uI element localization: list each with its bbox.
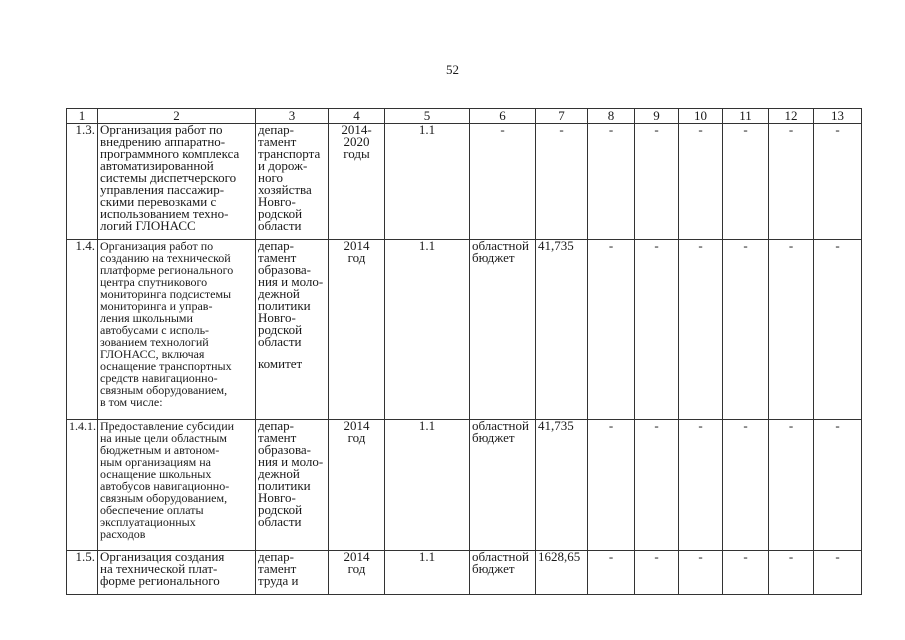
executor-line: области	[258, 218, 302, 233]
column-number: 10	[679, 109, 723, 124]
amount-cell-13: -	[814, 551, 862, 595]
program-table	[66, 108, 862, 595]
column-number: 12	[769, 109, 814, 124]
funding-source-cell	[470, 240, 536, 420]
amount-cell-7: 41,735	[536, 420, 588, 551]
indicator-code-cell: 1.1	[385, 240, 470, 420]
table-row	[67, 124, 862, 240]
activity-name-line: Организация работ по	[100, 123, 223, 137]
executor-line: дежной	[258, 286, 300, 301]
amount-cell-10: -	[679, 240, 723, 420]
activity-name-line: созданию на технической	[100, 251, 231, 265]
row-number-cell: 1.4.	[67, 240, 98, 420]
activity-name-line: ления школьными	[100, 311, 193, 325]
amount-cell-7: 1628,65	[536, 551, 588, 595]
activity-name-line: ГЛОНАСС, включая	[100, 347, 205, 361]
period-line: 2014	[343, 419, 370, 433]
executor-line: депар-	[258, 550, 294, 564]
activity-name-cell	[98, 420, 256, 551]
table-row	[67, 240, 862, 420]
column-number: 13	[814, 109, 862, 124]
activity-name-line: логий ГЛОНАСС	[100, 218, 196, 233]
row-number-cell: 1.5.	[67, 551, 98, 595]
column-number: 5	[385, 109, 470, 124]
amount-cell-7: 41,735	[536, 240, 588, 420]
executor-line: Новго-	[258, 490, 296, 505]
funding-source-line: областной	[472, 550, 529, 564]
executor-line: родской	[258, 502, 303, 517]
activity-name-line: автоматизированной	[100, 158, 214, 173]
activity-name-line: зованием технологий	[100, 335, 209, 349]
amount-cell-12: -	[769, 240, 814, 420]
column-number: 8	[588, 109, 635, 124]
funding-source-line: областной	[472, 239, 529, 253]
amount-cell-8: -	[588, 420, 635, 551]
activity-name-line: форме регионального	[100, 573, 220, 588]
period-line: год	[347, 561, 366, 576]
activity-name-line: использованием техно-	[100, 206, 229, 221]
indicator-code-cell: 1.1	[385, 551, 470, 595]
funding-source-line: бюджет	[472, 561, 515, 576]
executor-line: тамент	[258, 561, 297, 576]
period-cell	[329, 124, 385, 240]
amount-cell-10: -	[679, 420, 723, 551]
period-line: 2014	[343, 550, 370, 564]
executor-cell	[256, 551, 329, 595]
period-cell	[329, 551, 385, 595]
amount-cell-8: -	[588, 124, 635, 240]
indicator-code-cell: 1.1	[385, 420, 470, 551]
activity-name-cell	[98, 551, 256, 595]
row-number-cell: 1.4.1.	[67, 420, 98, 551]
funding-source-cell	[470, 124, 536, 240]
executor-line: политики	[258, 298, 311, 313]
activity-name-line: в том числе:	[100, 395, 163, 409]
column-number: 6	[470, 109, 536, 124]
activity-name-line: Организация работ по	[100, 239, 214, 253]
executor-line: образова-	[258, 262, 312, 277]
activity-name-line: бюджетным и автоном-	[100, 443, 220, 457]
executor-line: Новго-	[258, 310, 296, 325]
funding-source-cell	[470, 551, 536, 595]
period-cell	[329, 240, 385, 420]
amount-cell-13: -	[814, 420, 862, 551]
funding-source-line: бюджет	[472, 430, 515, 445]
activity-name-cell	[98, 240, 256, 420]
executor-line: тамент	[258, 134, 297, 149]
activity-name-line: на технической плат-	[100, 561, 218, 576]
amount-cell-13: -	[814, 240, 862, 420]
amount-cell-12: -	[769, 124, 814, 240]
column-number: 4	[329, 109, 385, 124]
activity-name-line: связным оборудованием,	[100, 383, 228, 397]
executor-line: области	[258, 514, 302, 529]
amount-cell-11: -	[723, 124, 769, 240]
column-number: 2	[98, 109, 256, 124]
executor-line: образова-	[258, 442, 312, 457]
executor-line: родской	[258, 206, 303, 221]
indicator-code-cell: 1.1	[385, 124, 470, 240]
activity-name-line: оснащение транспортных	[100, 359, 232, 373]
activity-name-line: программного комплекса	[100, 146, 240, 161]
activity-name-cell	[98, 124, 256, 240]
activity-name-line: управления пассажир-	[100, 182, 225, 197]
executor-line: дежной	[258, 466, 300, 481]
amount-cell-12: -	[769, 551, 814, 595]
funding-source-line: -	[500, 123, 505, 137]
funding-source-line: областной	[472, 419, 529, 433]
activity-name-line: платформе регионального	[100, 263, 234, 277]
executor-line: тамент	[258, 250, 297, 265]
column-number: 9	[635, 109, 679, 124]
executor-line: депар-	[258, 419, 294, 433]
activity-name-line: автобусов навигационно-	[100, 479, 230, 493]
amount-cell-9: -	[635, 551, 679, 595]
activity-name-line: связным оборудованием,	[100, 491, 228, 505]
funding-source-cell	[470, 420, 536, 551]
amount-cell-13: -	[814, 124, 862, 240]
activity-name-line: эксплуатационных	[100, 515, 196, 529]
row-number-cell: 1.3.	[67, 124, 98, 240]
column-number: 3	[256, 109, 329, 124]
activity-name-line: Организация создания	[100, 550, 225, 564]
amount-cell-7: -	[536, 124, 588, 240]
executor-line: Новго-	[258, 194, 296, 209]
column-number: 1	[67, 109, 98, 124]
executor-cell	[256, 240, 329, 420]
activity-name-line: центра спутникового	[100, 275, 208, 289]
activity-name-line: мониторинга подсистемы	[100, 287, 232, 301]
funding-source-line: бюджет	[472, 250, 515, 265]
period-line: год	[347, 430, 366, 445]
amount-cell-9: -	[635, 420, 679, 551]
period-line: 2014-	[341, 123, 372, 137]
executor-line: транспорта	[258, 146, 321, 161]
period-line: год	[347, 250, 366, 265]
period-line: 2020	[343, 134, 370, 149]
column-number-row	[67, 109, 862, 124]
period-line: годы	[343, 146, 370, 161]
executor-line: труда и	[258, 573, 299, 588]
period-line: 2014	[343, 239, 370, 253]
amount-cell-11: -	[723, 551, 769, 595]
executor-cell	[256, 420, 329, 551]
amount-cell-10: -	[679, 551, 723, 595]
amount-cell-9: -	[635, 124, 679, 240]
executor-line: ного	[258, 170, 283, 185]
amount-cell-12: -	[769, 420, 814, 551]
executor-line: ния и моло-	[258, 454, 324, 469]
activity-name-line: внедрению аппаратно-	[100, 134, 226, 149]
activity-name-line: ным организациям на	[100, 455, 211, 469]
column-number: 7	[536, 109, 588, 124]
amount-cell-9: -	[635, 240, 679, 420]
amount-cell-10: -	[679, 124, 723, 240]
amount-cell-8: -	[588, 240, 635, 420]
activity-name-line: оснащение школьных	[100, 467, 212, 481]
executor-line: родской	[258, 322, 303, 337]
period-cell	[329, 420, 385, 551]
page-number: 52	[446, 62, 459, 77]
executor-extra-line: комитет	[258, 356, 303, 371]
activity-name-line: средств навигационно-	[100, 371, 218, 385]
activity-name-line: Предоставление субсидии	[100, 419, 235, 433]
executor-line: и дорож-	[258, 158, 308, 173]
executor-line: депар-	[258, 123, 294, 137]
activity-name-line: скими перевозками с	[100, 194, 217, 209]
activity-name-line: обеспечение оплаты	[100, 503, 204, 517]
amount-cell-11: -	[723, 240, 769, 420]
executor-line: тамент	[258, 430, 297, 445]
activity-name-line: системы диспетчерского	[100, 170, 237, 185]
column-number: 11	[723, 109, 769, 124]
activity-name-line: автобусами с исполь-	[100, 323, 210, 337]
executor-line: хозяйства	[258, 182, 312, 197]
executor-line: депар-	[258, 239, 294, 253]
table-row	[67, 420, 862, 551]
activity-name-line: на иные цели областным	[100, 431, 227, 445]
executor-line: политики	[258, 478, 311, 493]
amount-cell-8: -	[588, 551, 635, 595]
executor-cell	[256, 124, 329, 240]
table-row	[67, 551, 862, 595]
executor-line: области	[258, 334, 302, 349]
amount-cell-11: -	[723, 420, 769, 551]
executor-line: ния и моло-	[258, 274, 324, 289]
activity-name-line: мониторинга и управ-	[100, 299, 213, 313]
activity-name-line: расходов	[100, 527, 146, 541]
